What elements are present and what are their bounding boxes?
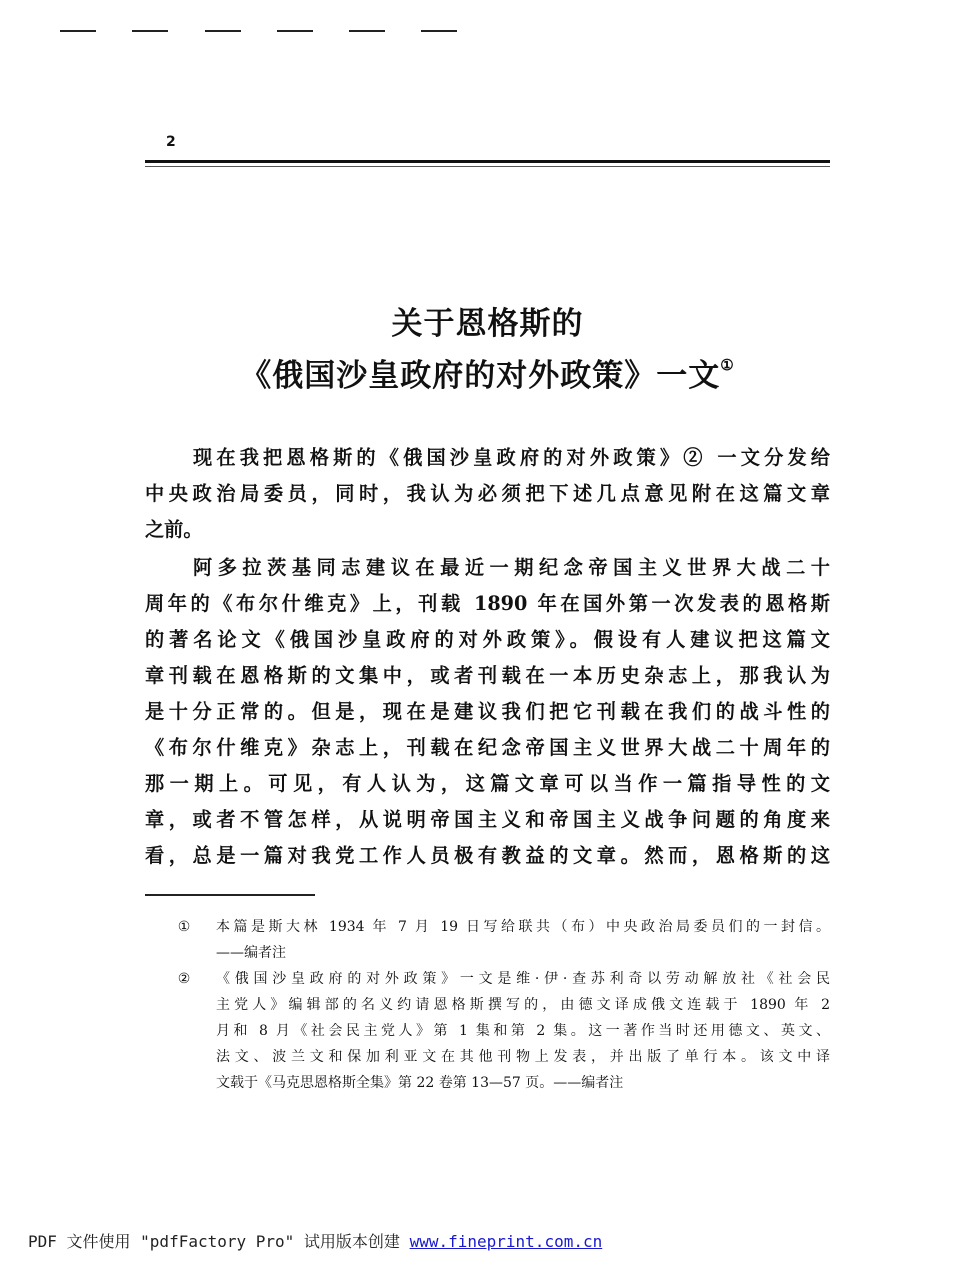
footnote-marker-1: ① <box>177 919 191 935</box>
body-line: 《布尔什维克》杂志上，刊载在纪念帝国主义世界大战二十周年的 <box>145 736 830 759</box>
footnote-line: 主党人》编辑部的名义约请恩格斯撰写的，由德文译成俄文连载于 1890 年 2 <box>216 997 830 1013</box>
body-line: 周年的《布尔什维克》上，刊载 1890 年在国外第一次发表的恩格斯 <box>145 592 830 615</box>
body-line: 那一期上。可见，有人认为，这篇文章可以当作一篇指导性的文 <box>145 772 830 795</box>
fineprint-link[interactable]: www.fineprint.com.cn <box>409 1232 603 1251</box>
body-line: 是十分正常的。但是，现在是建议我们把它刊载在我们的战斗性的 <box>145 700 830 723</box>
body-line: 之前。 <box>145 518 203 541</box>
footnote-marker-2: ② <box>177 971 191 987</box>
footnote-rule <box>145 894 315 896</box>
pdf-footer <box>28 1231 602 1253</box>
body-line: 阿多拉茨基同志建议在最近一期纪念帝国主义世界大战二十 <box>193 556 830 579</box>
pdf-footer-text: PDF 文件使用 "pdfFactory Pro" 试用版本创建 <box>28 1232 400 1251</box>
page-number: 2 <box>166 134 176 150</box>
article-title-line2 <box>145 350 830 402</box>
top-dash <box>132 30 168 32</box>
body-line: 章，或者不管怎样，从说明帝国主义和帝国主义战争问题的角度来 <box>145 808 830 831</box>
footnote-line: 法文、波兰文和保加利亚文在其他刊物上发表，并出版了单行本。该文中译 <box>216 1049 830 1065</box>
top-dash <box>349 30 385 32</box>
body-line: 中央政治局委员，同时，我认为必须把下述几点意见附在这篇文章 <box>145 482 830 505</box>
body-line: 的著名论文《俄国沙皇政府的对外政策》。假设有人建议把这篇文 <box>145 628 830 651</box>
footnote-line: 月和 8 月《社会民主党人》第 1 集和第 2 集。这一著作当时还用德文、英文、 <box>216 1023 830 1039</box>
header-rule <box>145 160 830 163</box>
body-line: 现在我把恩格斯的《俄国沙皇政府的对外政策》② 一文分发给 <box>193 446 830 469</box>
footnote-line: 文载于《马克思恩格斯全集》第 22 卷第 13—57 页。——编者注 <box>216 1075 624 1091</box>
footnote-line: ——编者注 <box>216 945 286 961</box>
body-line: 看，总是一篇对我党工作人员极有教益的文章。然而，恩格斯的这 <box>145 844 830 867</box>
article-title-text: 《俄国沙皇政府的对外政策》一文 <box>240 358 721 394</box>
top-dash <box>277 30 313 32</box>
top-dash <box>205 30 241 32</box>
title-footnote-mark: ① <box>720 356 735 374</box>
footnote-line: 《俄国沙皇政府的对外政策》一文是维·伊·查苏利奇以劳动解放社《社会民 <box>216 971 830 987</box>
article-title-line1: 关于恩格斯的 <box>391 306 584 342</box>
top-dash <box>60 30 96 32</box>
top-dash <box>421 30 457 32</box>
body-line: 章刊载在恩格斯的文集中，或者刊载在一本历史杂志上，那我认为 <box>145 664 830 687</box>
header-rule-thin <box>145 166 830 167</box>
footnote-line: 本篇是斯大林 1934 年 7 月 19 日写给联共（布）中央政治局委员们的一封信。 <box>216 919 830 935</box>
